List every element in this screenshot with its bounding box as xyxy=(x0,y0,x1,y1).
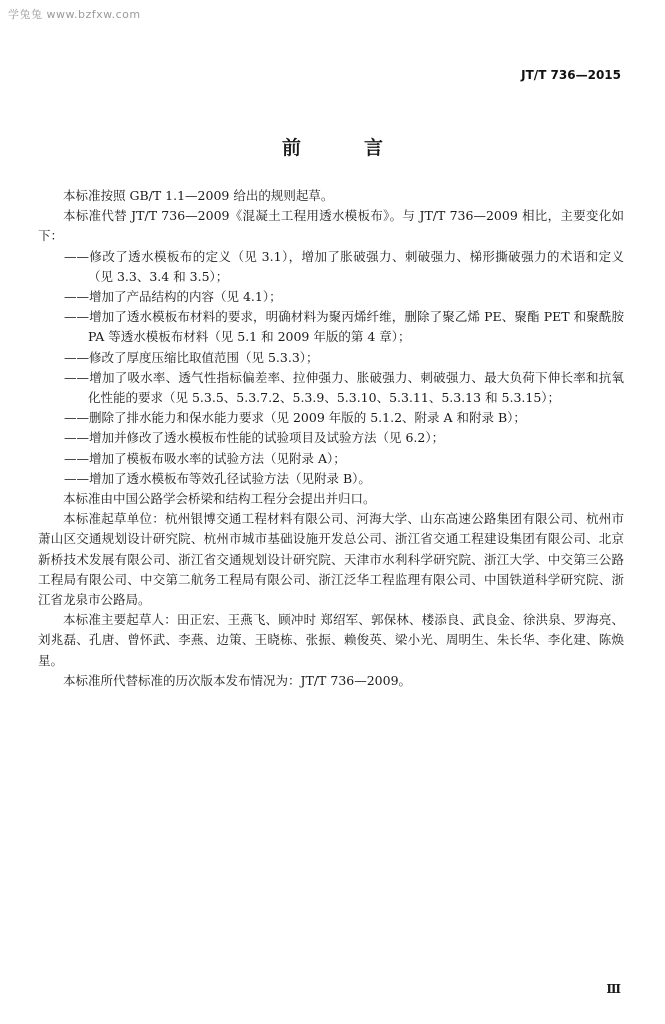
foreword-body xyxy=(38,186,624,691)
paragraph: 本标准代替 JT/T 736—2009《混凝土工程用透水模板布》。与 JT/T 736—2009 相比，主要变化如下： xyxy=(38,208,624,244)
change-item: ——修改了透水模板布的定义（见 3.1），增加了胀破强力、刺破强力、梯形撕破强力的术语和定义（见 3.3、3.4 和 3.5）； xyxy=(64,248,624,284)
change-item: ——增加了吸水率、透气性指标偏差率、拉伸强力、胀破强力、刺破强力、最大负荷下伸长率和抗氧化性能的要求（见 5.3.5、5.3.7.2、5.3.9、5.3.10、5.3.11、5.3.13 和 5.3.15）； xyxy=(64,369,624,406)
change-item: ——增加了透水模板布等效孔径试验方法（见附录 B）。 xyxy=(64,470,371,486)
change-item: ——增加了模板布吸水率的试验方法（见附录 A）； xyxy=(64,450,346,466)
page-title: 前 言 xyxy=(281,137,405,159)
page-number: Ⅲ xyxy=(606,982,621,996)
change-item: ——增加了透水模板布材料的要求，明确材料为聚丙烯纤维，删除了聚乙烯 PE、聚酯 PET 和聚酰胺 PA 等透水模板布材料（见 5.1 和 2009 年版的第 4 章）； xyxy=(64,309,624,345)
change-item: ——增加了产品结构的内容（见 4.1）； xyxy=(64,289,282,305)
standard-code: JT/T 736—2015 xyxy=(521,68,621,82)
watermark: 学兔兔 www.bzfxw.com xyxy=(8,8,141,21)
paragraph: 本标准按照 GB/T 1.1—2009 给出的规则起草。 xyxy=(63,188,334,203)
change-item: ——修改了厚度压缩比取值范围（见 5.3.3）； xyxy=(64,349,319,365)
paragraph: 本标准由中国公路学会桥梁和结构工程分会提出并归口。 xyxy=(63,491,376,507)
paragraph: 本标准主要起草人：田正宏、王燕飞、顾冲时 郑绍军、郭保林、楼添良、武良金、徐洪泉、罗海亮、刘兆磊、孔唐、曾怀武、李燕、边策、王晓栋、张振、赖俊英、梁小光、周明生、朱长华、李化建、陈焕星。 xyxy=(38,612,624,668)
paragraph: 本标准所代替标准的历次版本发布情况为：JT/T 736—2009。 xyxy=(63,672,412,688)
paragraph: 本标准起草单位：杭州银博交通工程材料有限公司、河海大学、山东高速公路集团有限公司、杭州市萧山区交通规划设计研究院、杭州市城市基础设施开发总公司、浙江省交通工程建设集团有限公司、北京新桥技术发展有限公司、浙江省交通规划设计研究院、天津市水利科学研究院、浙江大学、中交第三公路工程局有限公司、中交第二航务工程局有限公司、浙江泛华工程监理有限公司、中国铁道科学研究院、浙江省龙泉市公路局。 xyxy=(38,511,624,608)
change-item: ——增加并修改了透水模板布性能的试验项目及试验方法（见 6.2）； xyxy=(64,430,445,446)
change-item: ——删除了排水能力和保水能力要求（见 2009 年版的 5.1.2、附录 A 和附录 B）； xyxy=(64,410,526,426)
